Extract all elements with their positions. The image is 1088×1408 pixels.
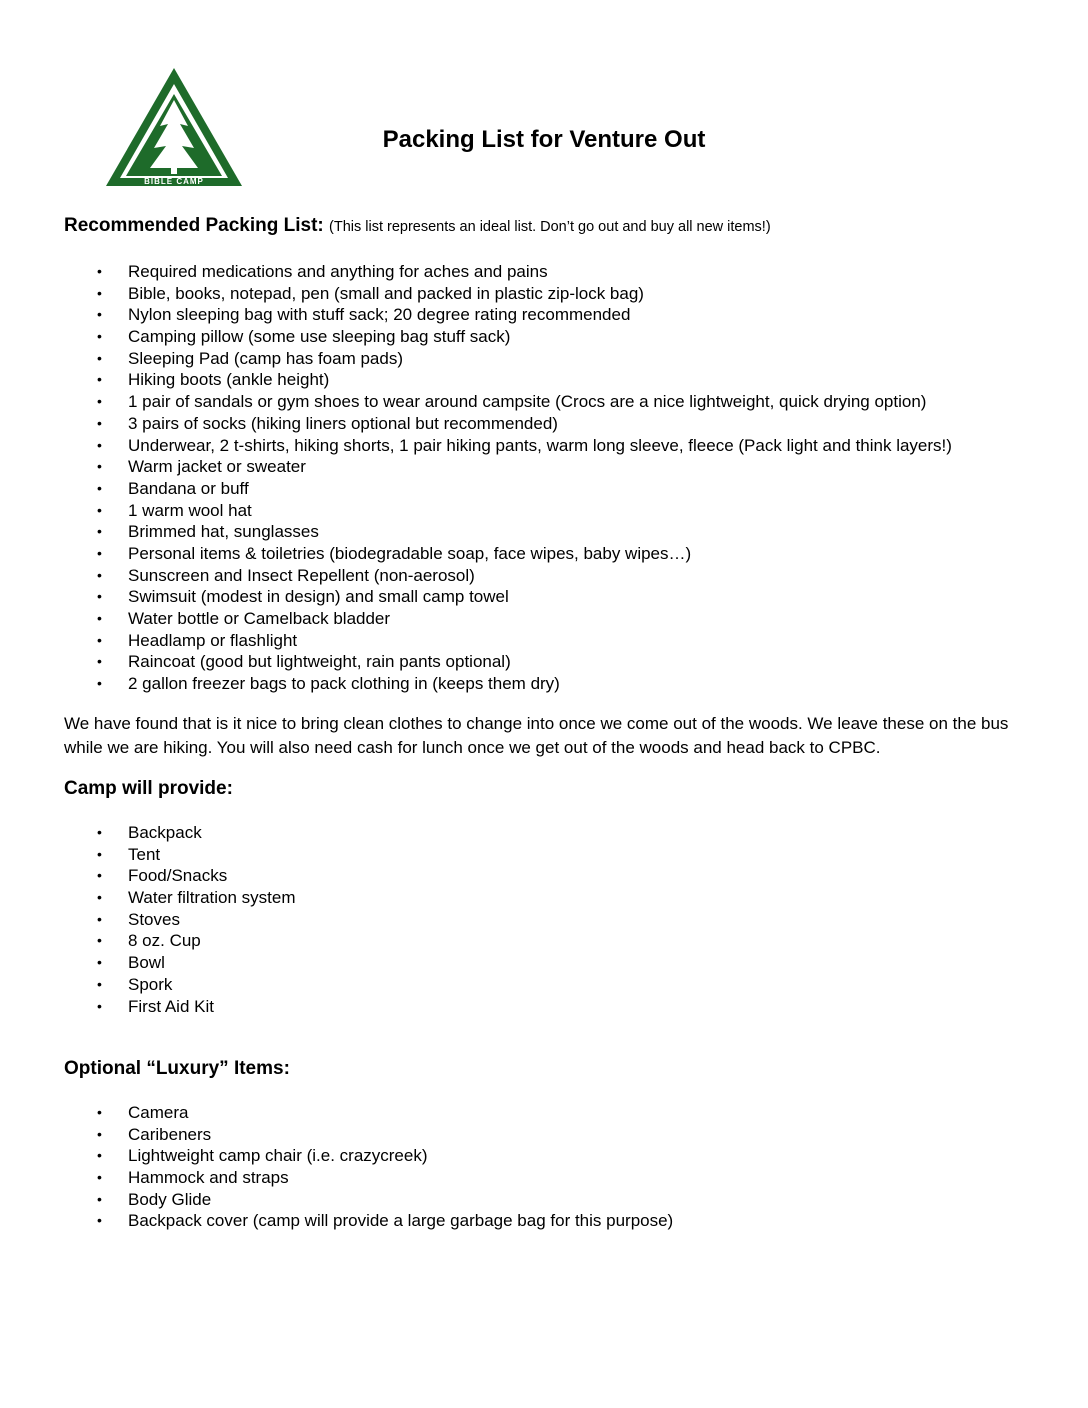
bullet-icon: • [97,932,102,949]
list-item-text: Raincoat (good but lightweight, rain pants optional) [128,652,511,672]
bullet-icon: • [97,544,102,561]
list-item-text: Bandana or buff [128,478,249,498]
bullet-icon: • [97,414,102,431]
list-item-text: Water filtration system [128,888,296,908]
page-title-text: Packing List for Venture Out [382,126,706,153]
list-item-text: Hammock and straps [128,1168,289,1188]
recommended-heading [64,215,771,237]
list-item-text: Stoves [128,909,180,929]
bullet-icon: • [97,824,102,840]
list-item-text: Underwear, 2 t-shirts, hiking shorts, 1 pair hiking pants, warm long sleeve, fleece (Pack light and think layers!) [128,435,952,455]
bullet-icon: • [97,284,102,301]
list-item-text: 2 gallon freezer bags to pack clothing in (keeps them dry) [128,674,560,694]
list-item-text: Required medications and anything for aches and pains [128,262,548,281]
provide-heading-text: Camp will provide: [64,778,233,799]
list-item-text: Spork [128,974,173,994]
list-item-text: Tent [128,844,161,864]
bullet-icon: • [97,436,102,453]
list-item-text: Backpack cover (camp will provide a large garbage bag for this purpose) [128,1211,674,1231]
list-item-text: Hiking boots (ankle height) [128,370,330,390]
bullet-icon: • [97,653,102,670]
bullet-icon: • [97,479,102,496]
recommended-heading-text: Recommended Packing List: [64,215,324,236]
bullet-icon: • [97,610,102,626]
list-item-text: 3 pairs of socks (hiking liners optional but recommended) [128,413,558,433]
bullet-icon: • [97,954,102,971]
recommended-note: (This list represents an ideal list. Don’t go out and buy all new items!) [329,219,771,235]
page-title [0,126,1088,154]
bullet-icon: • [97,393,102,410]
bullet-icon: • [97,501,102,518]
list-item-text: 8 oz. Cup [128,931,201,951]
bullet-icon: • [97,523,102,540]
logo-base-text: BIBLE CAMP [144,177,204,186]
bullet-icon: • [97,1147,102,1164]
list-item-text: Water bottle or Camelback bladder [128,609,391,628]
list-item-text: Camera [128,1103,189,1122]
list-item-text: 1 pair of sandals or gym shoes to wear around campsite (Crocs are a nice lightweight, quick drying option) [128,392,927,412]
bullet-icon: • [97,1190,102,1207]
list-item-text: Caribeners [128,1124,212,1144]
list-item-text: Headlamp or flashlight [128,630,298,650]
list-item-text: Body Glide [128,1189,212,1209]
list-item-text: Personal items & toiletries (biodegradable soap, face wipes, baby wipes…) [128,543,692,563]
luxury-heading-text: Optional “Luxury” Items: [64,1058,290,1079]
list-item-text: Brimmed hat, sunglasses [128,522,319,542]
bullet-icon: • [97,867,102,884]
luxury-heading [64,1058,290,1080]
clean-clothes-paragraph: We have found that is it nice to bring clean clothes to change into once we come out of the woods. We leave these on the bus while we are hiking. You will also need cash for lunch once we get out of the woods and head back to CPBC. [64,714,1009,757]
bullet-icon: • [97,997,102,1014]
bullet-icon: • [97,675,102,692]
bullet-icon: • [97,1169,102,1186]
bullet-icon: • [97,458,102,475]
list-item-text: Food/Snacks [128,866,228,886]
list-item-text: Backpack [128,823,202,842]
bullet-icon: • [97,566,102,583]
bullet-icon: • [97,306,102,323]
list-item-text: Camping pillow (some use sleeping bag stuff sack) [128,327,511,347]
list-item-text: Bowl [128,953,165,973]
list-item-text: Sleeping Pad (camp has foam pads) [128,348,403,368]
bullet-icon: • [97,975,102,992]
provide-heading [64,778,233,800]
list-item-text: Swimsuit (modest in design) and small camp towel [128,587,509,607]
list-item-text: Bible, books, notepad, pen (small and packed in plastic zip-lock bag) [128,283,644,303]
bullet-icon: • [97,1125,102,1142]
bullet-icon: • [97,889,102,906]
bullet-icon: • [97,845,102,862]
list-item-text: 1 warm wool hat [128,500,252,520]
bullet-icon: • [97,588,102,605]
bullet-icon: • [97,910,102,927]
bullet-icon: • [97,1212,102,1229]
list-item-text: Warm jacket or sweater [128,457,306,477]
bullet-icon: • [97,1104,102,1120]
list-item-text: Lightweight camp chair (i.e. crazycreek) [128,1146,428,1166]
bullet-icon: • [97,349,102,366]
bullet-icon: • [97,371,102,388]
bullet-icon: • [97,328,102,345]
bullet-icon: • [97,263,102,279]
list-item-text: Sunscreen and Insect Repellent (non-aerosol) [128,565,475,585]
bullet-icon: • [97,631,102,648]
list-item-text: Nylon sleeping bag with stuff sack; 20 degree rating recommended [128,305,631,325]
list-item-text: First Aid Kit [128,996,214,1016]
